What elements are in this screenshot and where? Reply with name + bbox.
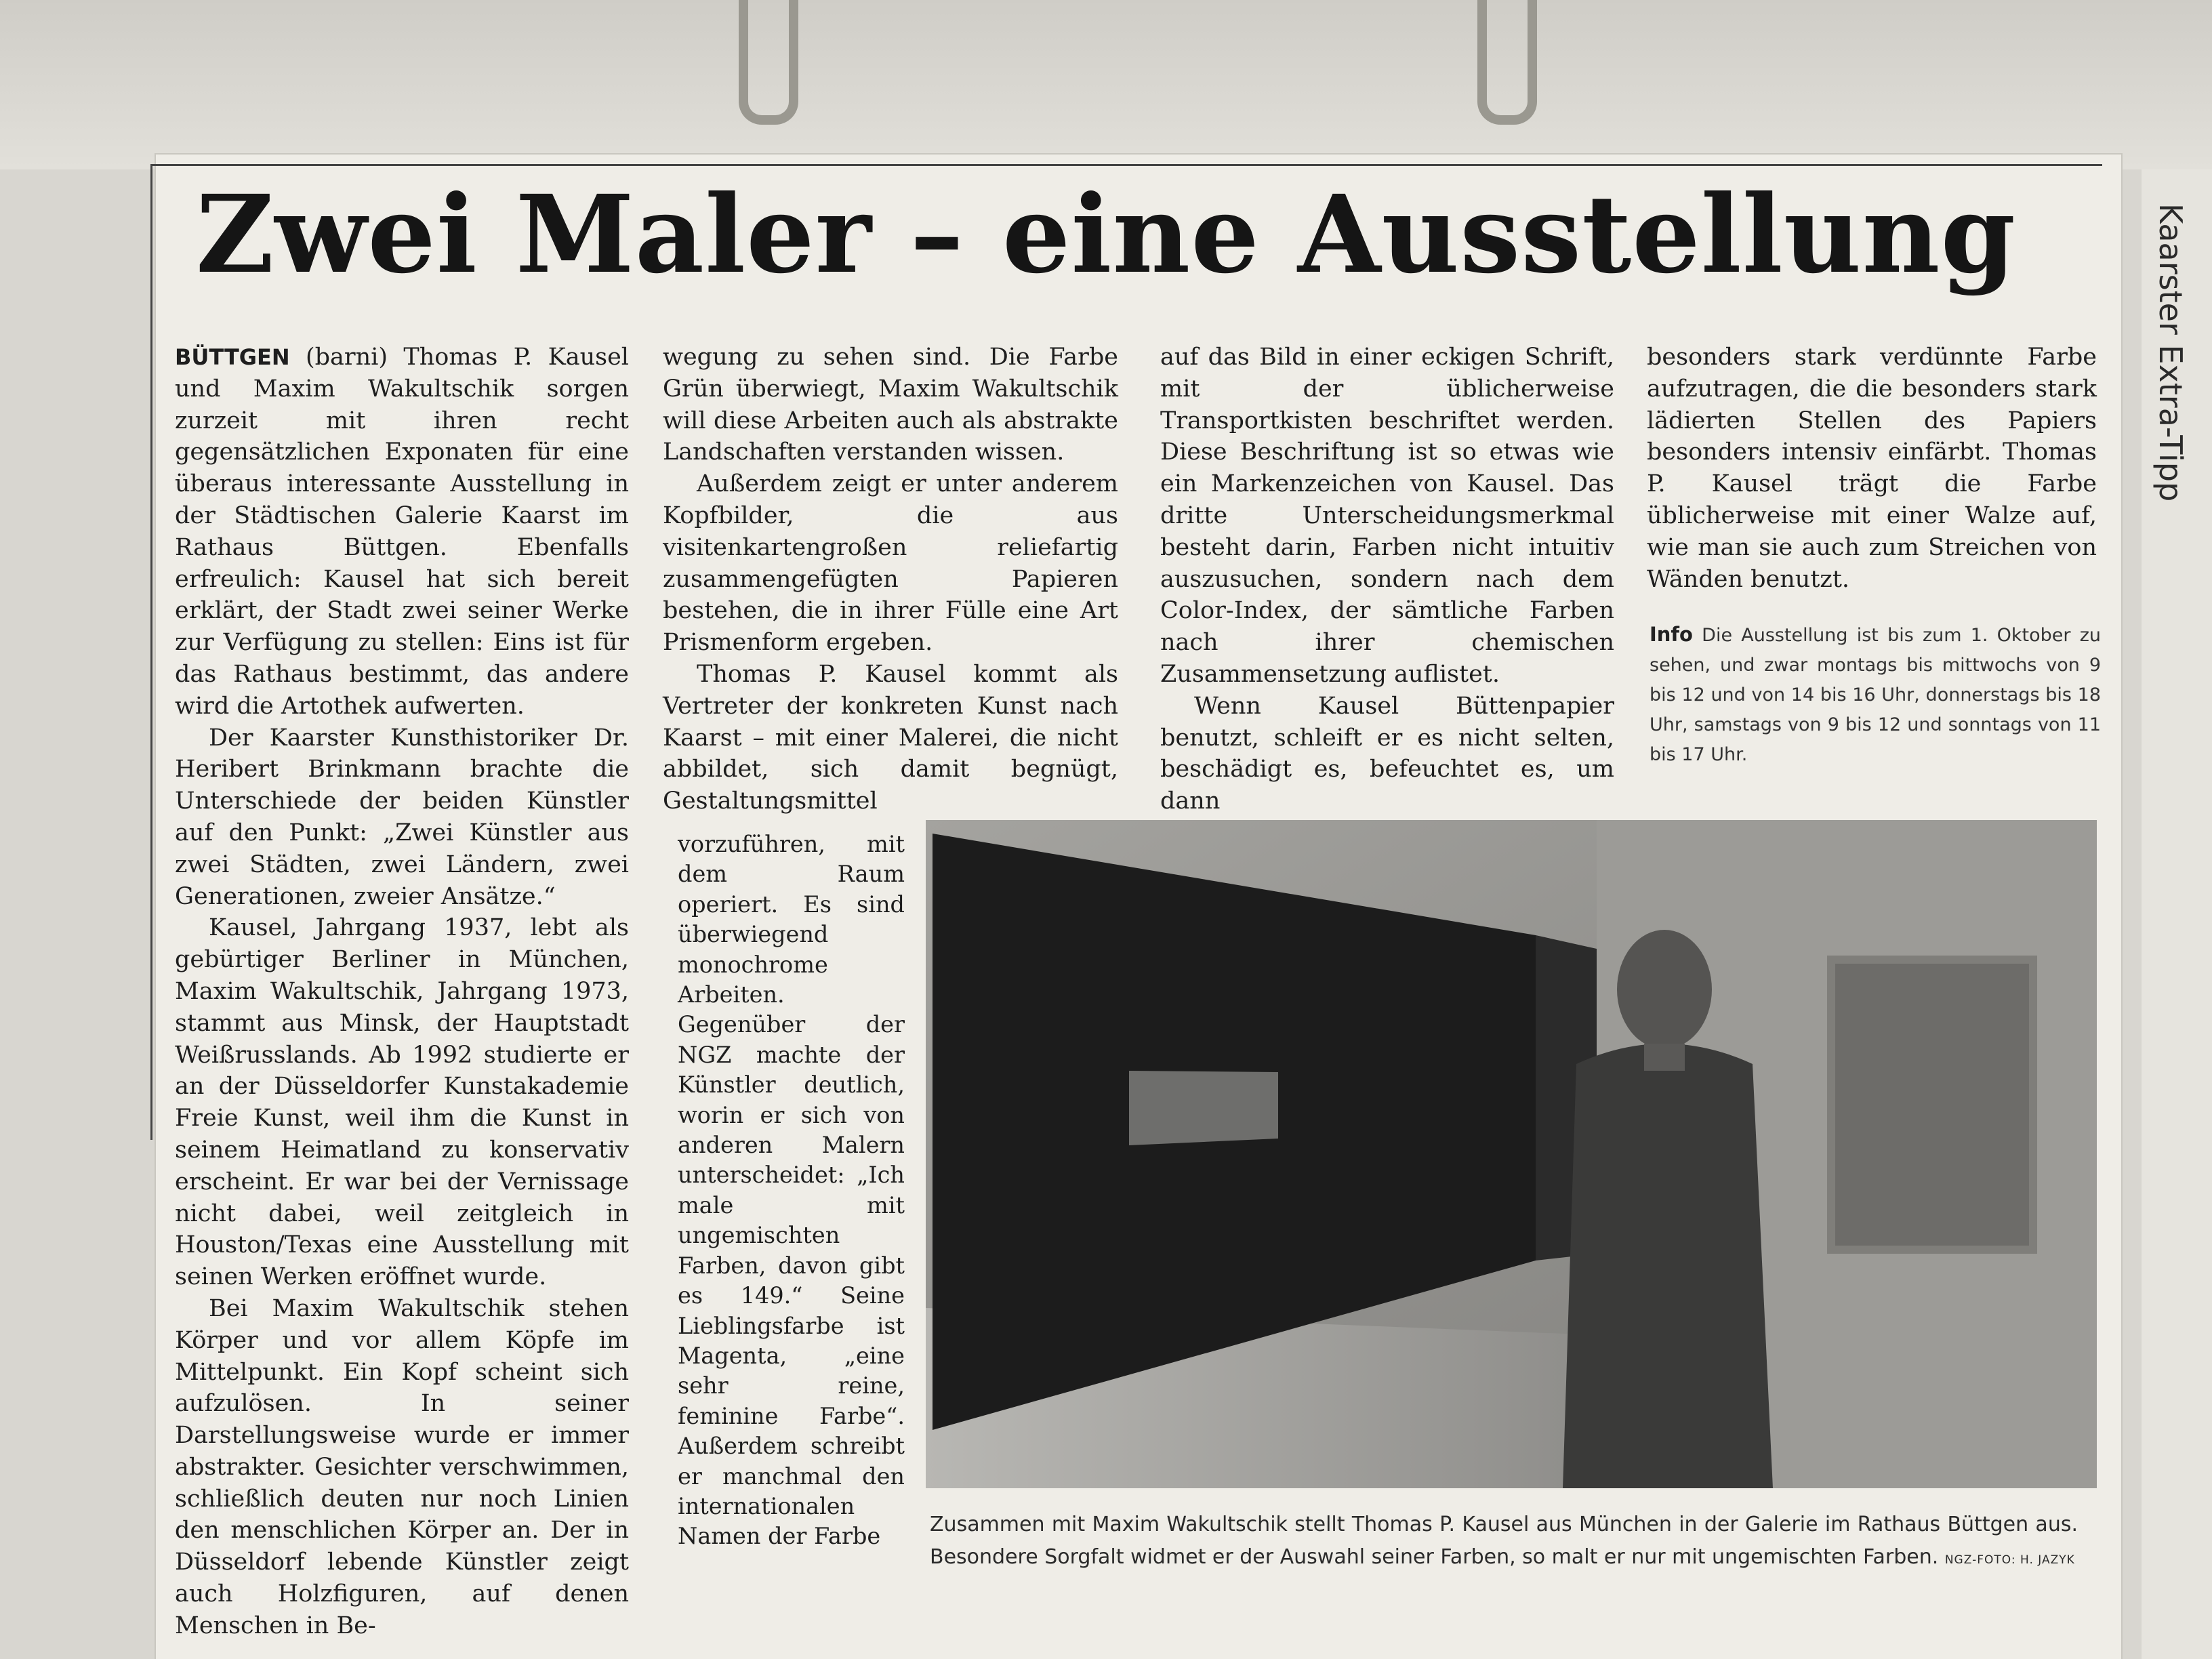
article-headline: Zwei Maler – eine Ausstellung (195, 172, 2017, 298)
photo-credit: NGZ-FOTO: H. JAZYK (1944, 1553, 2075, 1567)
caption-text: Zusammen mit Maxim Wakultschik stellt Thomas P. Kausel aus München in der Galerie im Rathaus Büttgen aus. Besondere Sorgfalt widmet er der Auswahl seiner Farben, so malt er nur mit ungemischten Farben. (930, 1513, 2078, 1569)
paragraph-text: (barni) Thomas P. Kausel und Maxim Wakultschik sorgen zurzeit mit ihren recht gegensätzlichen Exponaten für eine überaus interessante Ausstellung in der Städtischen Galerie Kaarst im Rathaus Büttgen. Ebenfalls erfreulich: Kausel hat sich bereit erklärt, der Stadt zwei seiner Werke zur Verfügung zu stellen: Eins ist für das Rathaus bestimmt, das andere wird die Artothek aufwerten. (175, 344, 629, 720)
clipping-frame-top (150, 164, 2102, 166)
info-text: Die Ausstellung ist bis zum 1. Oktober zu sehen, und zwar montags bis mittwochs von 9 bis 12 und von 14 bis 16 Uhr, donnerstags bis 18 Uhr, samstags von 9 bis 12 und sonntags von 11 bis 17 Uhr. (1650, 625, 2101, 765)
info-box (1650, 619, 2101, 770)
article-column-4 (1647, 342, 2097, 595)
background-sheet (0, 0, 2212, 169)
paragraph (175, 342, 629, 722)
paragraph: vorzuführen, mit dem Raum operiert. Es sind überwiegend monochrome Arbeiten. Gegenüber der NGZ machte der Künstler deutlich, worin er sich von anderen Malern unterscheidet: „Ich male mit ungemischten Farben, davon gibt es 149.“ Seine Lieblingsfarbe ist Magenta, „eine sehr reine, feminine Farbe“. Außerdem schreibt er manchmal den internationalen Namen der Farbe (678, 831, 905, 1550)
paragraph: Bei Maxim Wakultschik stehen Körper und vor allem Köpfe im Mittelpunkt. Ein Kopf scheint sich aufzulösen. In seiner Darstellungsweise wurde er immer abstrakter. Gesichter verschwimmen, schließlich deuten nur noch Linien den menschlichen Körper an. Der in Düsseldorf lebende Künstler zeigt auch Holzfiguren, auf denen Menschen in Be- (175, 1294, 629, 1639)
paragraph: Wenn Kausel Büttenpapier benutzt, schleift er es nicht selten, beschädigt es, befeuchtet es, um dann (1160, 692, 1614, 815)
gallery-photo-illustration (926, 820, 2097, 1488)
article-photo (926, 820, 2097, 1488)
article-column-2 (663, 342, 1118, 817)
binder-ring-right (1477, 0, 1537, 125)
article-column-2-narrow (678, 830, 905, 1552)
article-column-1 (175, 342, 629, 1642)
dateline: BÜTTGEN (175, 344, 290, 370)
side-clipping-title: Kaarster Extra-Tipp (2152, 203, 2189, 502)
paragraph: Kausel, Jahrgang 1937, lebt als gebürtiger Berliner in München, Maxim Wakultschik, Jahrgang 1973, stammt aus Minsk, der Hauptstadt Weißrusslands. Ab 1992 studierte er an der Düsseldorfer Kunstakademie Freie Kunst, weil ihm die Kunst in seinem Heimatland zu konservativ erscheint. Er war bei der Vernissage nicht dabei, weil zeitgleich in Houston/Texas eine Ausstellung mit seinen Werken eröffnet wurde. (175, 914, 629, 1291)
paragraph: Thomas P. Kausel kommt als Vertreter der konkreten Kunst nach Kaarst – mit einer Malerei, die nicht abbildet, sich damit begnügt, Gestaltungsmittel (663, 660, 1118, 815)
paragraph: auf das Bild in einer eckigen Schrift, mit der üblicherweise Transportkisten beschriftet werden. Diese Beschriftung ist so etwas wie ein Markenzeichen von Kausel. Das dritte Unterscheidungsmerkmal besteht darin, Farben nicht intuitiv auszusuchen, sondern nach dem Color-Index, der sämtliche Farben nach ihrer chemischen Zusammensetzung auflistet. (1160, 344, 1614, 688)
photo-caption (930, 1509, 2078, 1576)
paragraph: besonders stark verdünnte Farbe aufzutragen, die die besonders stark lädierten Stellen des Papiers besonders intensiv einfärbt. Thomas P. Kausel trägt die Farbe üblicherweise mit einer Walze auf, wie man sie auch zum Streichen von Wänden benutzt. (1647, 344, 2097, 593)
clipping-frame-left (150, 164, 152, 1140)
binder-ring-left (739, 0, 798, 125)
paragraph: Der Kaarster Kunsthistoriker Dr. Heribert Brinkmann brachte die Unterschiede der beiden Künstler auf den Punkt: „Zwei Künstler aus zwei Städten, zwei Ländern, zwei Generationen, zweier Ansätze.“ (175, 724, 629, 910)
article-column-3 (1160, 342, 1614, 817)
info-label: Info (1650, 623, 1693, 646)
paragraph: Außerdem zeigt er unter anderem Kopfbilder, die aus visitenkartengroßen reliefartig zusammengefügten Papieren bestehen, die in ihrer Fülle eine Art Prismenform ergeben. (663, 470, 1118, 657)
paragraph: wegung zu sehen sind. Die Farbe Grün überwiegt, Maxim Wakultschik will diese Arbeiten auch als abstrakte Landschaften verstanden wissen. (663, 344, 1118, 466)
